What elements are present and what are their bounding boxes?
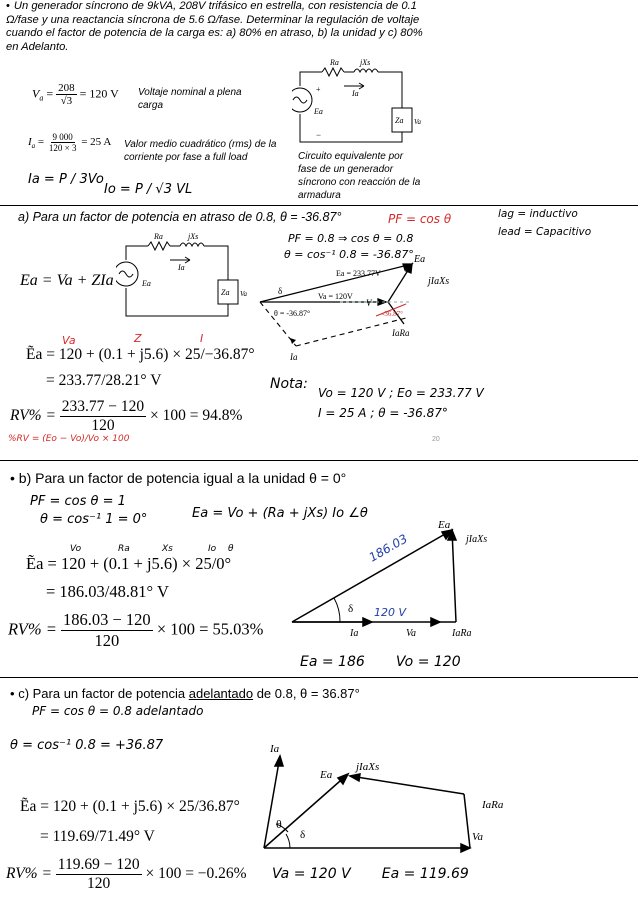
section-b-title-text: b) Para un factor de potencia igual a la unidad θ = 0°: [18, 470, 347, 486]
circuit-a-ea-label: Ea: [142, 279, 151, 288]
hw-label-ra: Ra: [118, 544, 130, 554]
phasor-c-iara: IaRa: [482, 799, 504, 811]
ia-sub: a: [31, 142, 36, 151]
circuit-a-ra-label: Ra: [154, 232, 163, 241]
va-fraction: [56, 82, 77, 107]
svg-text:+: +: [316, 85, 321, 94]
phasor-b-jiaxs: jIaXs: [466, 534, 488, 545]
va-den: √3: [60, 95, 73, 107]
phasor-diagram-b: [288, 512, 508, 644]
circuit-a-va-label: Va: [240, 290, 247, 298]
equation-c2: = 119.69/71.49° V: [40, 828, 155, 845]
hw-red-va: Va: [62, 334, 76, 347]
circuit-va-label: Va: [414, 118, 421, 126]
rv-b-rhs: × 100 = 55.03%: [156, 619, 264, 639]
phasor-c-jiaxs: jIaXs: [356, 761, 380, 773]
hw-pf-line1: PF = 0.8 ⇒ cos θ = 0.8: [288, 232, 414, 245]
hw-nota: Nota:: [270, 376, 308, 392]
ia-symbol: I: [28, 136, 32, 149]
rv-a-lhs: RV% =: [10, 407, 56, 425]
circuit-diagram-a: [116, 232, 250, 324]
circuit-ra-label: Ra: [330, 58, 339, 67]
phasor-c-ia: Ia: [270, 743, 280, 755]
rv-b-num: 186.03 − 120: [63, 610, 151, 629]
hw-v-values: Vo = 120 V ; Eo = 233.77 V: [318, 386, 484, 400]
equation-a2: = 233.77/28.21° V: [46, 372, 162, 389]
rv-c-rhs: × 100 = −0.26%: [145, 865, 247, 883]
rv-equation-c: [6, 856, 247, 893]
phasor-diagram-a: [256, 252, 476, 386]
circuit-a-za-label: Za: [221, 288, 230, 297]
hw-pf-b: PF = cos θ = 1: [30, 494, 126, 509]
rv-c-den: 120: [87, 875, 111, 892]
phasor-b-delta: δ: [348, 603, 354, 615]
bullet: •: [6, 0, 10, 12]
hw-lead: lead = Capacitivo: [498, 226, 592, 238]
phasor-a-delta: δ: [278, 286, 283, 296]
section-c-title-post: de 0.8, θ = 36.87°: [253, 686, 360, 701]
hw-pf-c: PF = cos θ = 0.8 adelantado: [32, 704, 204, 718]
va-symbol: V: [32, 86, 40, 101]
problem-text: Un generador síncrono de 9kVA, 208V trifásico en estrella, con resistencia de 0.1 Ω/fase y una reactancia síncrona de 5.6 Ω/fase. Determinar la regulación de voltaje cuando el factor de potencia de la carga es: a) 80% en atraso, b) la unidad y c) 80% en Adelanto.: [6, 0, 423, 53]
phasor-c-delta: δ: [300, 829, 306, 841]
circuit-diagram-top: [292, 58, 422, 150]
equation-b1: Ẽa = 120 + (0.1 + j5.6) × 25/0°: [26, 554, 232, 573]
section-c-title: [10, 686, 360, 701]
problem-statement: [6, 0, 426, 54]
rv-b-den: 120: [94, 631, 120, 650]
divider-1: [0, 205, 638, 206]
divider-2: [0, 460, 638, 461]
phasor-diagram-c: [256, 738, 516, 856]
hw-i-values: I = 25 A ; θ = -36.87°: [318, 406, 448, 420]
hw-result-b: Ea = 186 Vo = 120: [300, 654, 461, 670]
hw-ia-formula: Ia = P / 3Vo: [28, 172, 104, 187]
section-a-title: a) Para un factor de potencia en atraso de 0.8, θ = -36.87°: [18, 210, 342, 224]
phasor-a-va-value: Va = 120V: [318, 292, 353, 301]
va-result: = 120 V: [79, 86, 119, 101]
ia-den: 120 × 3: [48, 143, 77, 153]
ia-result: = 25 A: [81, 136, 112, 149]
va-formula: $V_a$ = $\frac{208}{√3}$ = 120 V: [32, 82, 119, 107]
hw-label-vo: Vo: [70, 544, 82, 554]
phasor-a-iara: IaRa: [392, 328, 410, 338]
rv-b-lhs: RV% =: [8, 619, 57, 639]
rv-a-den: 120: [91, 417, 115, 434]
phasor-c-ea: Ea: [320, 769, 333, 781]
circuit-note: Circuito equivalente por fase de un generador síncrono con reacción de la armadura: [298, 151, 421, 201]
phasor-a-ea-value: Ea = 233.77V: [336, 269, 381, 278]
phasor-b-hw-120: 120 V: [374, 606, 407, 619]
section-c-title-pre: c) Para un factor de potencia: [18, 686, 189, 701]
phasor-a-jiaxs: jIaXs: [428, 276, 450, 287]
phasor-b-va: Va: [406, 628, 416, 639]
svg-text:−: −: [316, 130, 322, 140]
va-note: Voltaje nominal a plena carga: [138, 87, 242, 111]
circuit-za-label: Za: [395, 116, 404, 125]
ia-note: Valor medio cuadrático (rms) de la corriente por fase a full load: [124, 139, 277, 163]
rv-b-fraction: [61, 610, 153, 651]
rv-a-rhs: × 100 = 94.8%: [150, 407, 243, 425]
phasor-a-ia: Ia: [290, 352, 298, 362]
va-num: 208: [58, 82, 75, 94]
va-sub: a: [39, 93, 44, 103]
hw-result-c: Va = 120 V Ea = 119.69: [272, 866, 469, 882]
hw-lag: lag = inductivo: [498, 208, 578, 220]
phasor-b-iara: IaRa: [452, 628, 472, 639]
phasor-a-theta: θ = -36.87°: [274, 309, 311, 318]
phasor-b-hw-186: 186.03: [366, 531, 410, 565]
hw-pf-line2: θ = cos⁻¹ 0.8 = -36.87°: [284, 248, 414, 261]
phasor-a-ea: Ea: [414, 254, 426, 265]
rv-a-num: 233.77 − 120: [61, 398, 145, 415]
hw-red-i: I: [200, 332, 204, 345]
ia-formula: $I_a$ = $\frac{9 000}{120 \times 3}$ = 25 A: [28, 132, 112, 153]
bullet-c: •: [10, 686, 15, 701]
circuit-ea-label: Ea: [314, 107, 323, 116]
circuit-jxs-label: jXs: [360, 58, 371, 67]
bullet-b: •: [10, 470, 15, 486]
circuit-a-ia-label: Ia: [178, 263, 185, 272]
phasor-c-theta: θ: [276, 817, 282, 831]
rv-c-fraction: [56, 856, 142, 893]
rv-c-lhs: RV% =: [6, 865, 52, 883]
hw-theta-b: θ = cos⁻¹ 1 = 0°: [40, 512, 148, 527]
equation-c1: Ẽa = 120 + (0.1 + j5.6) × 25/36.87°: [20, 798, 240, 815]
phasor-b-ea: Ea: [438, 519, 451, 531]
page-number: 20: [432, 436, 440, 443]
hw-io-formula: Io = P / √3 VL: [104, 182, 193, 197]
equation-b2: = 186.03/48.81° V: [46, 582, 169, 601]
hw-theta-c: θ = cos⁻¹ 0.8 = +36.87: [10, 738, 164, 753]
phasor-b-ia: Ia: [350, 628, 359, 639]
phasor-c-va: Va: [472, 831, 483, 843]
circuit-a-jxs-label: jXs: [188, 232, 199, 241]
equation-a1: Ẽa = 120 + (0.1 + j5.6) × 25/−36.87°: [26, 346, 255, 363]
phasor-a-vsym: V: [366, 298, 372, 308]
rv-c-num: 119.69 − 120: [57, 856, 140, 873]
ea-equation-a: Ea = Va + ZIa: [20, 272, 114, 289]
rv-equation-a: [10, 398, 242, 435]
hw-red-z: Z: [134, 332, 142, 345]
hw-formula-b: Ea = Vo + (Ra + jXs) Io ∠θ: [192, 506, 368, 521]
ia-fraction: [47, 132, 79, 153]
rv-a-fraction: [60, 398, 146, 435]
hw-label-theta: θ: [228, 544, 234, 554]
circuit-ia-label: Ia: [352, 89, 359, 98]
divider-3: [0, 677, 638, 678]
ia-num: 9 000: [52, 132, 73, 142]
hw-rv-formula: %RV = (Eo − Vo)/Vo × 100: [8, 434, 130, 444]
hw-pf-a: PF = cos θ: [388, 212, 452, 226]
hw-label-xs: Xs: [162, 544, 173, 554]
phasor-a-theta2: -36.87°: [382, 310, 403, 318]
section-b-title: [10, 470, 346, 486]
hw-label-io: Io: [208, 544, 217, 554]
rv-equation-b: [8, 610, 263, 651]
section-c-title-underlined: adelantado: [188, 686, 254, 701]
